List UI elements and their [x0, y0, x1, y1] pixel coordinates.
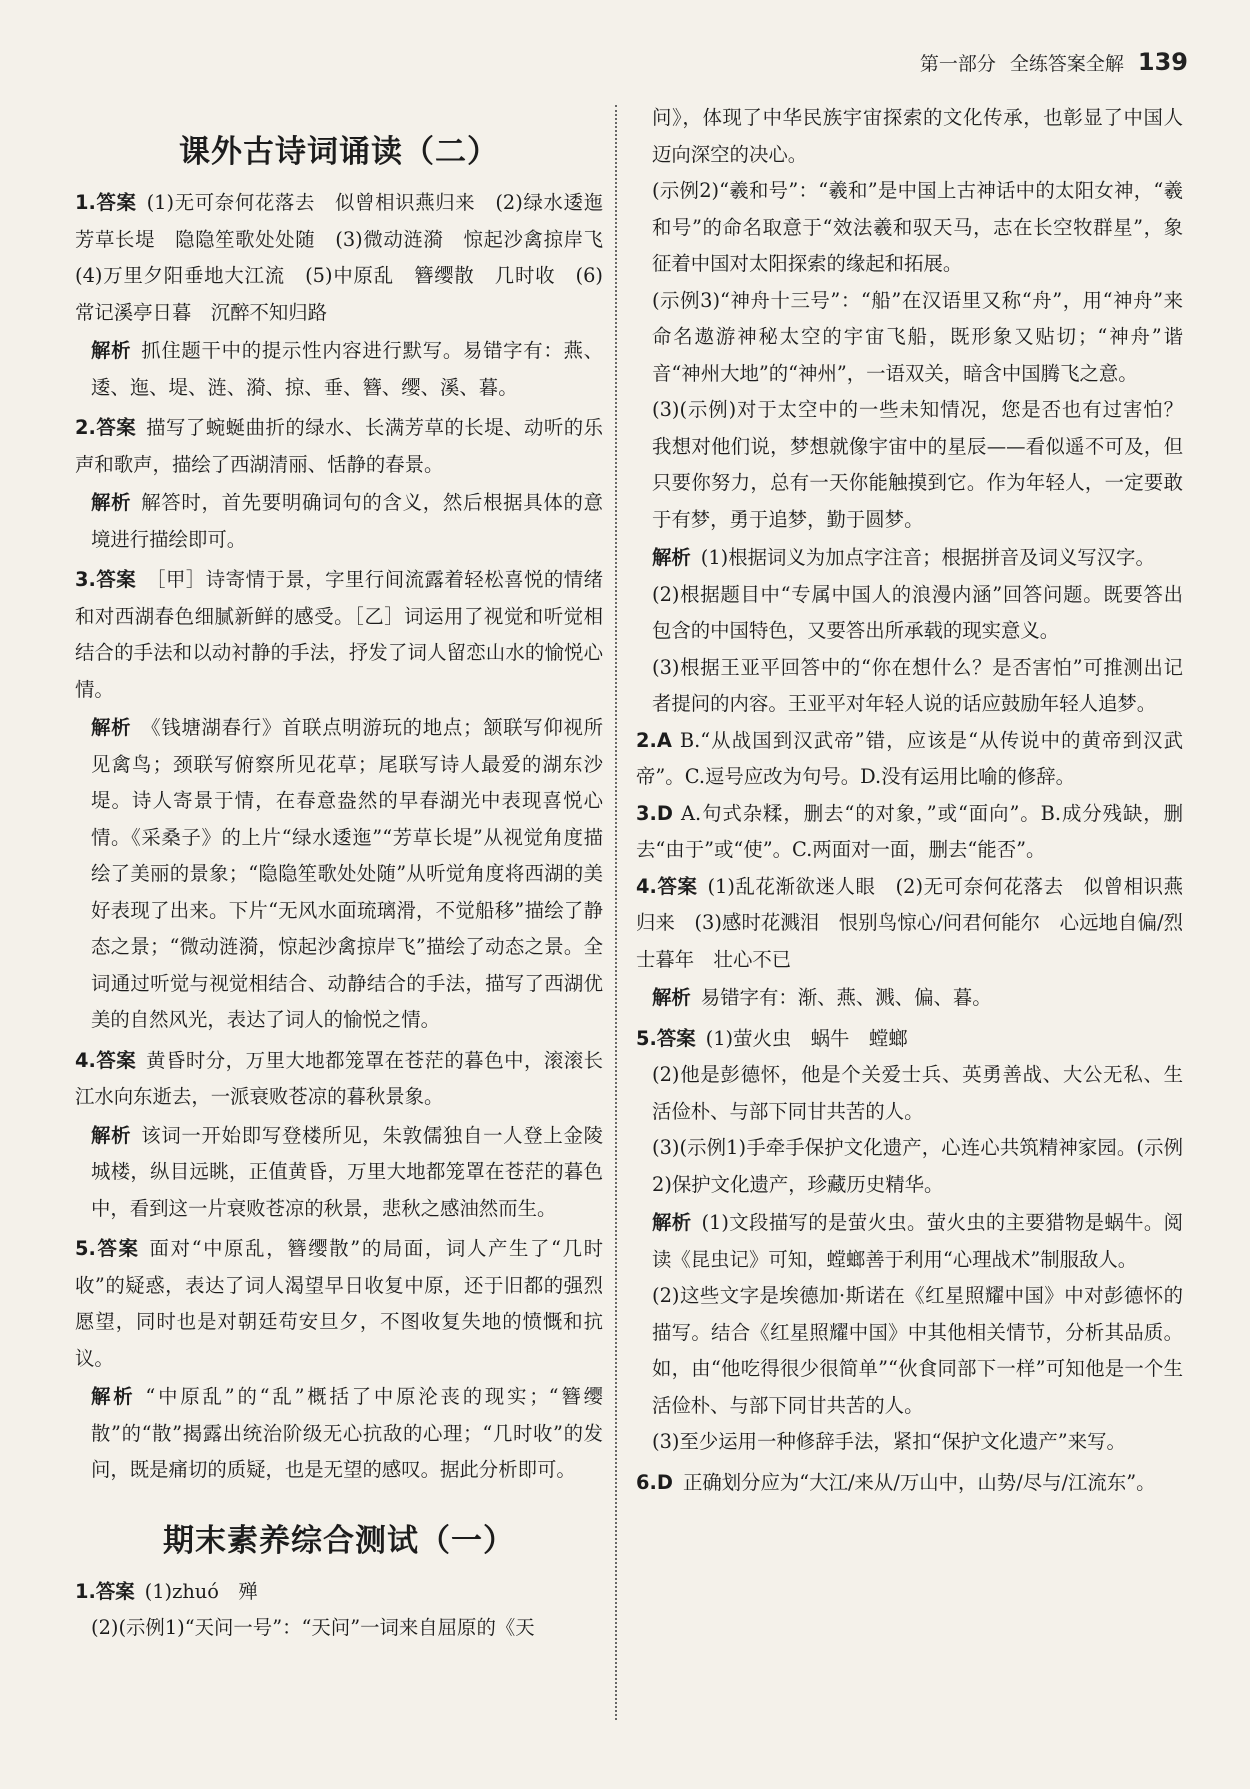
paragraph: (2)根据题目中“专属中国人的浪漫内涵”回答问题。既要答出包含的中国特色，又要答出所承载的现实意义。	[652, 582, 1183, 642]
answer-3	[75, 562, 603, 1039]
part-label: 第一部分	[919, 53, 996, 75]
analysis-text: 解答时，首先要明确词句的含义，然后根据具体的意境进行描绘即可。	[91, 491, 604, 551]
analysis-tag: 解析	[91, 491, 132, 514]
answer-text: 正确划分应为“大江/来从/万山中，山势/尽与/江流东”。	[682, 1470, 1156, 1494]
item-number: 3.	[75, 568, 96, 591]
answer-4	[75, 1043, 603, 1228]
answer-text: B.“从战国到汉武帝”错，应该是“从传说中的黄帝到汉武帝”。C.逗号应改为句号。D.没有运用比喻的修辞。	[636, 728, 1183, 788]
item-number: 2.A	[636, 728, 672, 752]
item-number: 4.	[75, 1048, 96, 1072]
answer-3	[636, 796, 1183, 869]
analysis-tag: 解析	[652, 986, 691, 1009]
answer-text: (1)乱花渐欲迷人眼 (2)无可奈何花落去 似曾相识燕归来 (3)感时花溅泪 恨别鸟惊心/问君何能尔 心远地自偏/烈士暮年 壮心不已	[636, 874, 1183, 971]
answer-text: 描写了蜿蜒曲折的绿水、长满芳草的长堤、动听的乐声和歌声，描绘了西湖清丽、恬静的春景。	[75, 416, 604, 476]
analysis-text: 易错字有：渐、燕、溅、偏、暮。	[700, 986, 992, 1009]
answer-text: (1)萤火虫 蜗牛 螳螂	[705, 1026, 908, 1050]
item-number: 4.	[636, 874, 657, 898]
column-divider	[615, 105, 617, 1720]
answer-tag: 答案	[656, 1026, 696, 1050]
page-number: 139	[1137, 48, 1188, 76]
analysis-text: (1)文段描写的是萤火虫。萤火虫的主要猎物是蜗牛。阅读《昆虫记》可知，螳螂善于利用“心理战术”制服敌人。	[652, 1211, 1183, 1271]
item-number: 1.	[75, 1579, 96, 1603]
sub-answer: (3)(示例1)手牵手保护文化遗产，心连心共筑精神家园。(示例2)保护文化遗产，珍藏历史精华。	[652, 1136, 1183, 1196]
answer-2	[636, 723, 1183, 796]
test-answer-1	[75, 1574, 603, 1647]
answer-tag: 答案	[95, 1048, 137, 1072]
sub-answer: (2)(示例1)“天问一号”：“天问”一词来自屈原的《天	[91, 1616, 535, 1639]
section-title-2: 期末素养综合测试（一）	[163, 1522, 515, 1559]
sub-answer: (2)他是彭德怀，他是个关爱士兵、英勇善战、大公无私、生活俭朴、与部下同甘共苦的人。	[652, 1063, 1183, 1123]
analysis-text: (2)这些文字是埃德加·斯诺在《红星照耀中国》中对彭德怀的描写。结合《红星照耀中国》中其他相关情节，分析其品质。如，由“他吃得很少很简单”“伙食同部下一样”可知他是一个生活俭朴、与部下同甘共苦的人。	[652, 1284, 1183, 1417]
answer-text: ［甲］诗寄情于景，字里行间流露着轻松喜悦的情绪和对西湖春色细腻新鲜的感受。［乙］词运用了视觉和听觉相结合的手法和以动衬静的手法，抒发了词人留恋山水的愉悦心情。	[75, 568, 604, 701]
paragraph: 问》，体现了中华民族宇宙探索的文化传承，也彰显了中国人迈向深空的决心。	[652, 106, 1183, 166]
answer-1	[75, 185, 623, 406]
analysis-text: 抓住题干中的提示性内容进行默写。易错字有：燕、逶、迤、堤、涟、漪、掠、垂、簪、缨、溪、暮。	[91, 339, 604, 399]
paragraph: (3)根据王亚平回答中的“你在想什么？是否害怕”可推测出记者提问的内容。王亚平对年轻人说的话应鼓励年轻人追梦。	[652, 655, 1183, 715]
answer-tag: 答案	[95, 191, 137, 214]
right-column	[636, 100, 1203, 1501]
analysis-tag: 解析	[91, 339, 132, 362]
answer-5	[75, 1231, 603, 1489]
analysis-tag: 解析	[91, 716, 132, 739]
item-number: 2.	[75, 416, 96, 439]
answer-4	[636, 869, 1183, 1017]
answer-text: 面对“中原乱，簪缨散”的局面，词人产生了“几时收”的疑惑，表达了词人渴望早日收复中原，还于旧都的强烈愿望，同时也是对朝廷苟安旦夕，不图收复失地的愤慨和抗议。	[75, 1237, 603, 1370]
analysis-text: 该词一开始即写登楼所见，朱敦儒独自一人登上金陵城楼，纵目远眺，正值黄昏，万里大地都笼罩在苍茫的暮色中，看到这一片衰败苍凉的秋景，悲秋之感油然而生。	[91, 1123, 604, 1220]
analysis-tag: 解析	[91, 1123, 132, 1147]
answer-tag: 答案	[95, 568, 137, 591]
analysis-text: 《钱塘湖春行》首联点明游玩的地点；颔联写仰视所见禽鸟；颈联写俯察所见花草；尾联写诗人最爱的湖东沙堤。诗人寄景于情，在春意盎然的早春湖光中表现喜悦心情。《采桑子》的上片“绿水逶迤”“芳草长堤”从视觉角度描绘了美丽的景象；“隐隐笙歌处处随”从听觉角度将西湖的美好表现了出来。下片“无风水面琉璃滑，不觉船移”描绘了静态之景；“微动涟漪，惊起沙禽掠岸飞”描绘了动态之景。全词通过听觉与视觉相结合、动静结合的手法，描写了西湖优美的自然风光，表达了词人的愉悦之情。	[91, 716, 604, 1031]
left-column	[75, 118, 623, 1651]
answer-tag: 答案	[95, 1237, 140, 1260]
item-number: 5.	[636, 1026, 657, 1050]
analysis-text: (1)根据词义为加点字注音；根据拼音及词义写汉字。	[700, 546, 1155, 569]
item-number: 5.	[75, 1237, 96, 1260]
paragraph: (3)(示例)对于太空中的一些未知情况，您是否也有过害怕？ 我想对他们说，梦想就像宇宙中的星辰——看似遥不可及，但只要你努力，总有一天你能触摸到它。作为年轻人，一定要敢于有梦，勇于追梦，勤于圆梦。	[652, 398, 1203, 531]
answer-5	[636, 1021, 1183, 1461]
paragraph: (示例2)“羲和号”：“羲和”是中国上古神话中的太阳女神，“羲和号”的命名取意于“效法羲和驭天马，志在长空牧群星”，象征着中国对太阳探索的缘起和拓展。	[652, 179, 1183, 275]
answer-2	[75, 410, 603, 558]
analysis-tag: 解析	[91, 1385, 136, 1408]
answer-tag: 答案	[95, 416, 137, 439]
answer-tag: 答案	[656, 874, 698, 898]
item-number: 3.D	[636, 801, 673, 825]
answer-text: 黄昏时分，万里大地都笼罩在苍茫的暮色中，滚滚长江水向东逝去，一派衰败苍凉的暮秋景象。	[75, 1048, 604, 1108]
section-title-1: 课外古诗词诵读（二）	[179, 134, 499, 170]
analysis-text: “中原乱”的“乱”概括了中原沦丧的现实；“簪缨散”的“散”揭露出统治阶级无心抗敌的心理；“几时收”的发问，既是痛切的质疑，也是无望的感叹。据此分析即可。	[91, 1385, 603, 1481]
item-number: 1.	[75, 191, 96, 214]
answer-tag: 答案	[95, 1579, 135, 1603]
analysis-tag: 解析	[652, 546, 691, 569]
item-number: 6.D	[636, 1470, 673, 1494]
paragraph: (示例3)“神舟十三号”：“船”在汉语里又称“舟”，用“神舟”来命名遨游神秘太空的宇宙飞船，既形象又贴切；“神舟”谐音“神州大地”的“神州”，一语双关，暗含中国腾飞之意。	[652, 288, 1183, 385]
answer-text: A.句式杂糅，删去“的对象，”或“面向”。B.成分残缺，删去“由于”或“使”。C.两面对一面，删去“能否”。	[636, 801, 1183, 861]
answer-text: (1)无可奈何花落去 似曾相识燕归来 (2)绿水逶迤 芳草长堤 隐隐笙歌处处随 (3)微动涟漪 惊起沙禽掠岸飞 (4)万里夕阳垂地大江流 (5)中原乱 簪缨散 几时收 (6)常记溪亭日暮 沉醉不知归路	[75, 191, 623, 324]
page-header	[920, 48, 1188, 76]
answer-text: (1)zhuó 殚	[144, 1579, 258, 1603]
analysis-text: (3)至少运用一种修辞手法，紧扣“保护文化遗产”来写。	[652, 1430, 1126, 1453]
book-title: 全练答案全解	[1009, 53, 1124, 75]
analysis-tag: 解析	[652, 1211, 692, 1234]
answer-6	[636, 1465, 1183, 1502]
